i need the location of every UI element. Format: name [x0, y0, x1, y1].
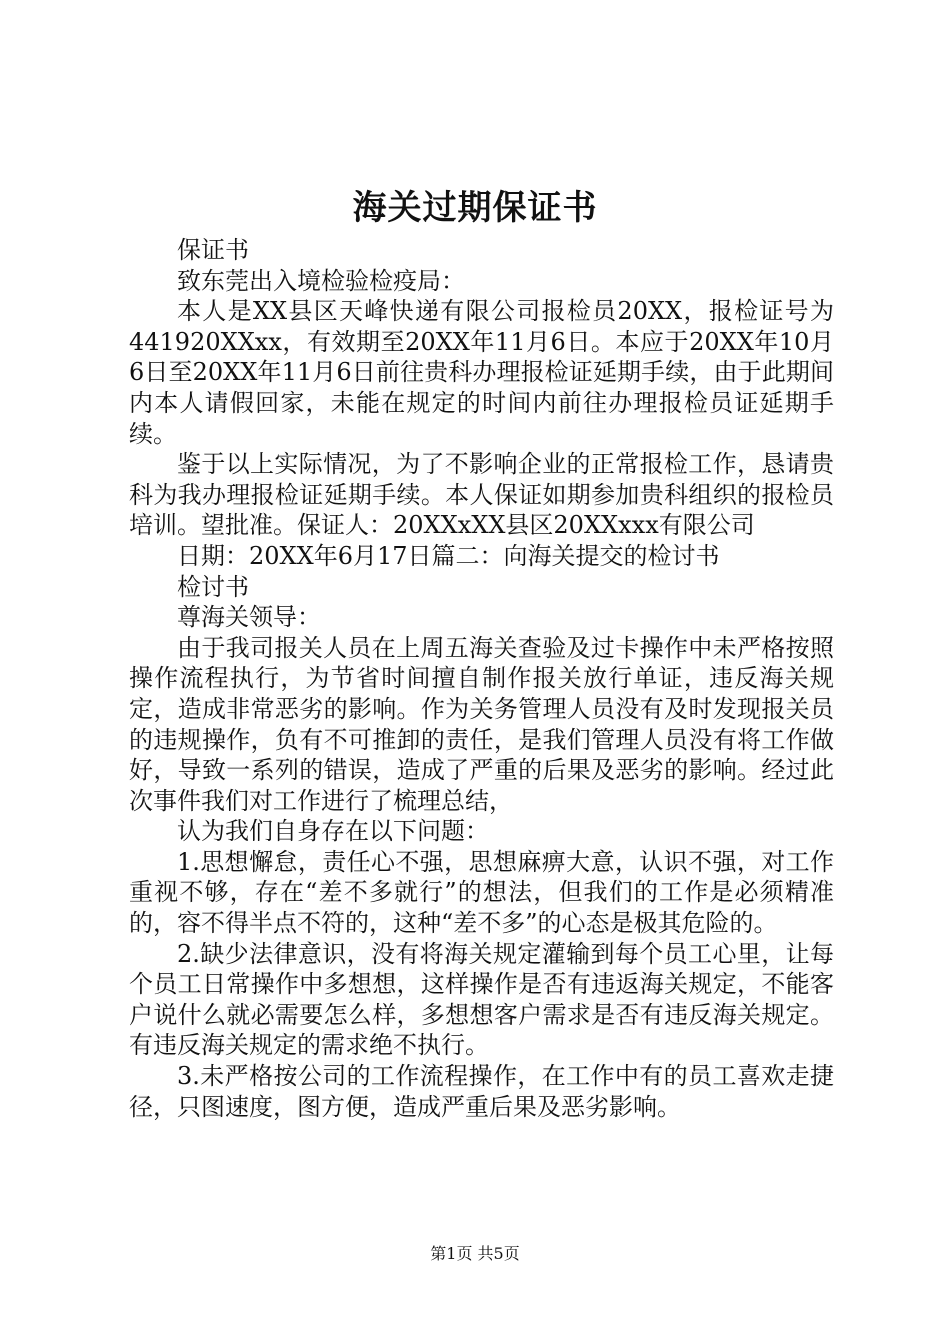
paragraph-heading-guarantee: 保证书	[177, 236, 249, 264]
paragraph-salutation-bureau: 致东莞出入境检验检疫局：	[177, 266, 465, 295]
paragraph-problem-1: 1.思想懈怠，责任心不强，思想麻痹大意，认识不强，对工作重视不够，存在“差不多就行”的想法，但我们的工作是必须精准的，容不得半点不符的，这种“差不多”的心态是极其危险的。	[129, 847, 834, 938]
paragraph-problem-2: 2.缺少法律意识，没有将海关规定灌输到每个员工心里，让每个员工日常操作中多想想，这样操作是否有违返海关规定，不能客户说什么就必需要怎么样，多想想客户需求是否有违反海关规定。有违反海关规定的需求绝不执行。	[129, 939, 834, 1060]
document-body	[129, 235, 834, 1122]
document-title: 海关过期保证书	[352, 188, 598, 228]
paragraph-salutation-customs: 尊海关领导：	[177, 603, 321, 632]
paragraph-problem-3: 3.未严格按公司的工作流程操作，在工作中有的员工喜欢走捷径，只图速度，图方便，造成严重后果及恶劣影响。	[129, 1062, 834, 1121]
paragraph-heading-review: 检讨书	[177, 572, 249, 601]
page-footer: 第1页 共5页	[430, 1244, 520, 1263]
paragraph-incident: 由于我司报关人员在上周五海关查验及过卡操作中未严格按照操作流程执行，为节省时间擅自制作报关放行单证，违反海关规定，造成非常恶劣的影响。作为关务管理人员没有及时发现报关员的违规操作，负有不可推卸的责任，是我们管理人员没有将工作做好，导致一系列的错误，造成了严重的后果及恶劣的影响。经过此次事件我们对工作进行了梳理总结，	[129, 633, 834, 815]
paragraph-problems-intro: 认为我们自身存在以下问题：	[177, 817, 489, 846]
paragraph-statement: 本人是XX县区天峰快递有限公司报检员20XX，报检证号为441920XXxx，有效期至20XX年11月6日。本应于20XX年10月6日至20XX年11月6日前往贵科办理报检证延期手续，由于此期间内本人请假回家，未能在规定的时间内前往办理报检员证延期手续。	[129, 297, 834, 448]
paragraph-request: 鉴于以上实际情况，为了不影响企业的正常报检工作，恳请贵科为我办理报检证延期手续。本人保证如期参加贵科组织的报检员培训。望批准。保证人：20XXxXX县区20XXxxx有限公司	[129, 450, 834, 540]
paragraph-date: 日期：20XX年6月17日篇二：向海关提交的检讨书	[177, 541, 720, 570]
